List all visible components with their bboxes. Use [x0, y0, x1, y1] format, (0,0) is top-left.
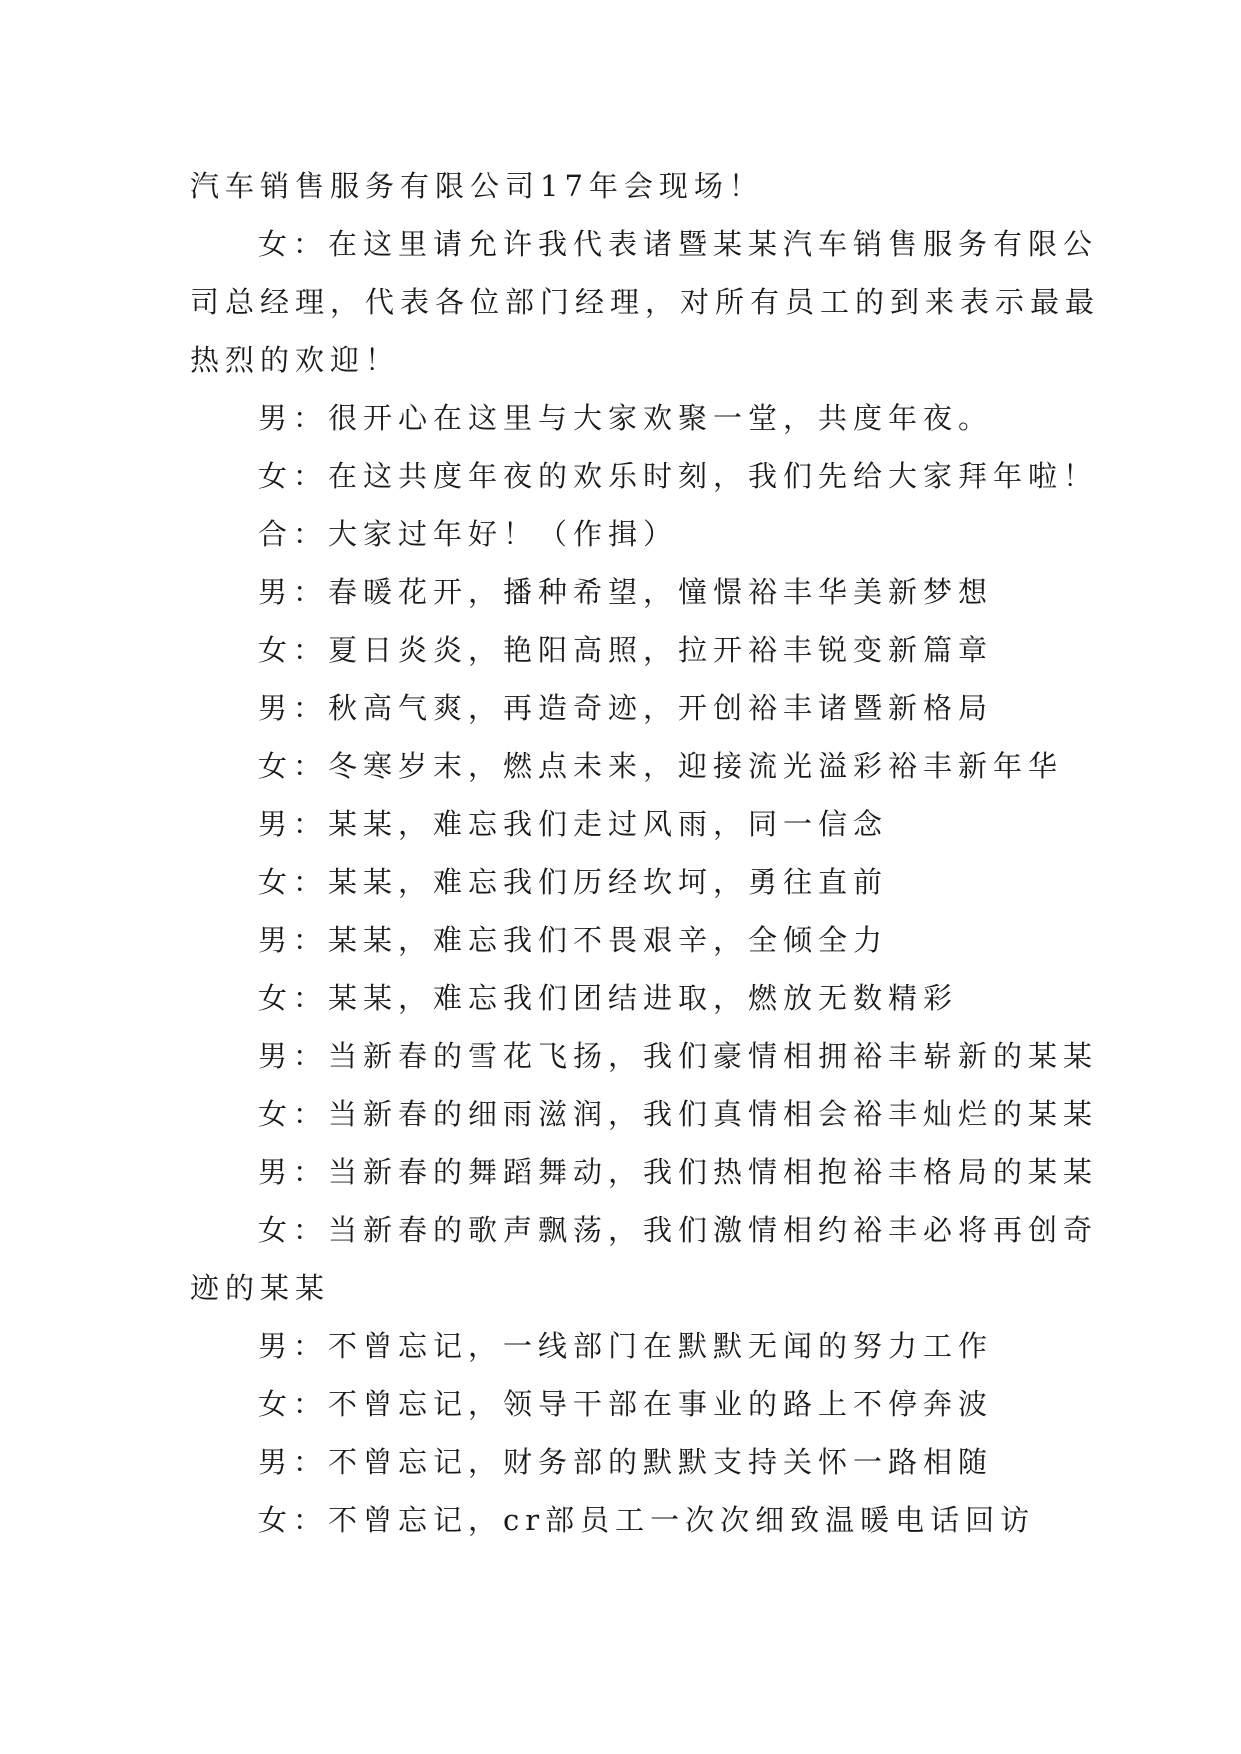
- text-line: 女：当新春的细雨滋润，我们真情相会裕丰灿烂的某某: [258, 1097, 1099, 1131]
- text-line: 女：不曾忘记，cr部员工一次次细致温暖电话回访: [258, 1503, 1036, 1537]
- text-line: 男：当新春的雪花飞扬，我们豪情相拥裕丰崭新的某某: [258, 1039, 1099, 1073]
- text-line: 女：不曾忘记，领导干部在事业的路上不停奔波: [258, 1387, 994, 1421]
- text-line: 汽车销售服务有限公司17年会现场！: [190, 169, 764, 203]
- text-line: 合：大家过年好！（作揖）: [258, 517, 679, 551]
- text-line: 司总经理，代表各位部门经理，对所有员工的到来表示最最: [190, 285, 1101, 319]
- text-line: 女：冬寒岁末，燃点未来，迎接流光溢彩裕丰新年华: [258, 749, 1064, 783]
- text-line: 男：不曾忘记，一线部门在默默无闻的努力工作: [258, 1329, 994, 1363]
- text-line: 男：某某，难忘我们走过风雨，同一信念: [258, 807, 889, 841]
- text-line: 女：在这共度年夜的欢乐时刻，我们先给大家拜年啦！: [258, 459, 1099, 493]
- text-line: 女：当新春的歌声飘荡，我们激情相约裕丰必将再创奇: [258, 1213, 1099, 1247]
- document-body: [190, 157, 1101, 1549]
- text-line: 男：很开心在这里与大家欢聚一堂，共度年夜。: [258, 401, 994, 435]
- text-line: 女：夏日炎炎，艳阳高照，拉开裕丰锐变新篇章: [258, 633, 994, 667]
- text-line: 男：不曾忘记，财务部的默默支持关怀一路相随: [258, 1445, 994, 1479]
- text-line: 热烈的欢迎！: [190, 343, 401, 377]
- text-line: 男：春暖花开，播种希望，憧憬裕丰华美新梦想: [258, 575, 994, 609]
- text-line: 男：当新春的舞蹈舞动，我们热情相抱裕丰格局的某某: [258, 1155, 1099, 1189]
- text-line: 女：某某，难忘我们团结进取，燃放无数精彩: [258, 981, 959, 1015]
- text-line: 男：某某，难忘我们不畏艰辛，全倾全力: [258, 923, 889, 957]
- text-line: 男：秋高气爽，再造奇迹，开创裕丰诸暨新格局: [258, 691, 994, 725]
- text-line: 迹的某某: [190, 1271, 331, 1305]
- text-line: 女：某某，难忘我们历经坎坷，勇往直前: [258, 865, 889, 899]
- text-line: 女：在这里请允许我代表诸暨某某汽车销售服务有限公: [258, 227, 1099, 261]
